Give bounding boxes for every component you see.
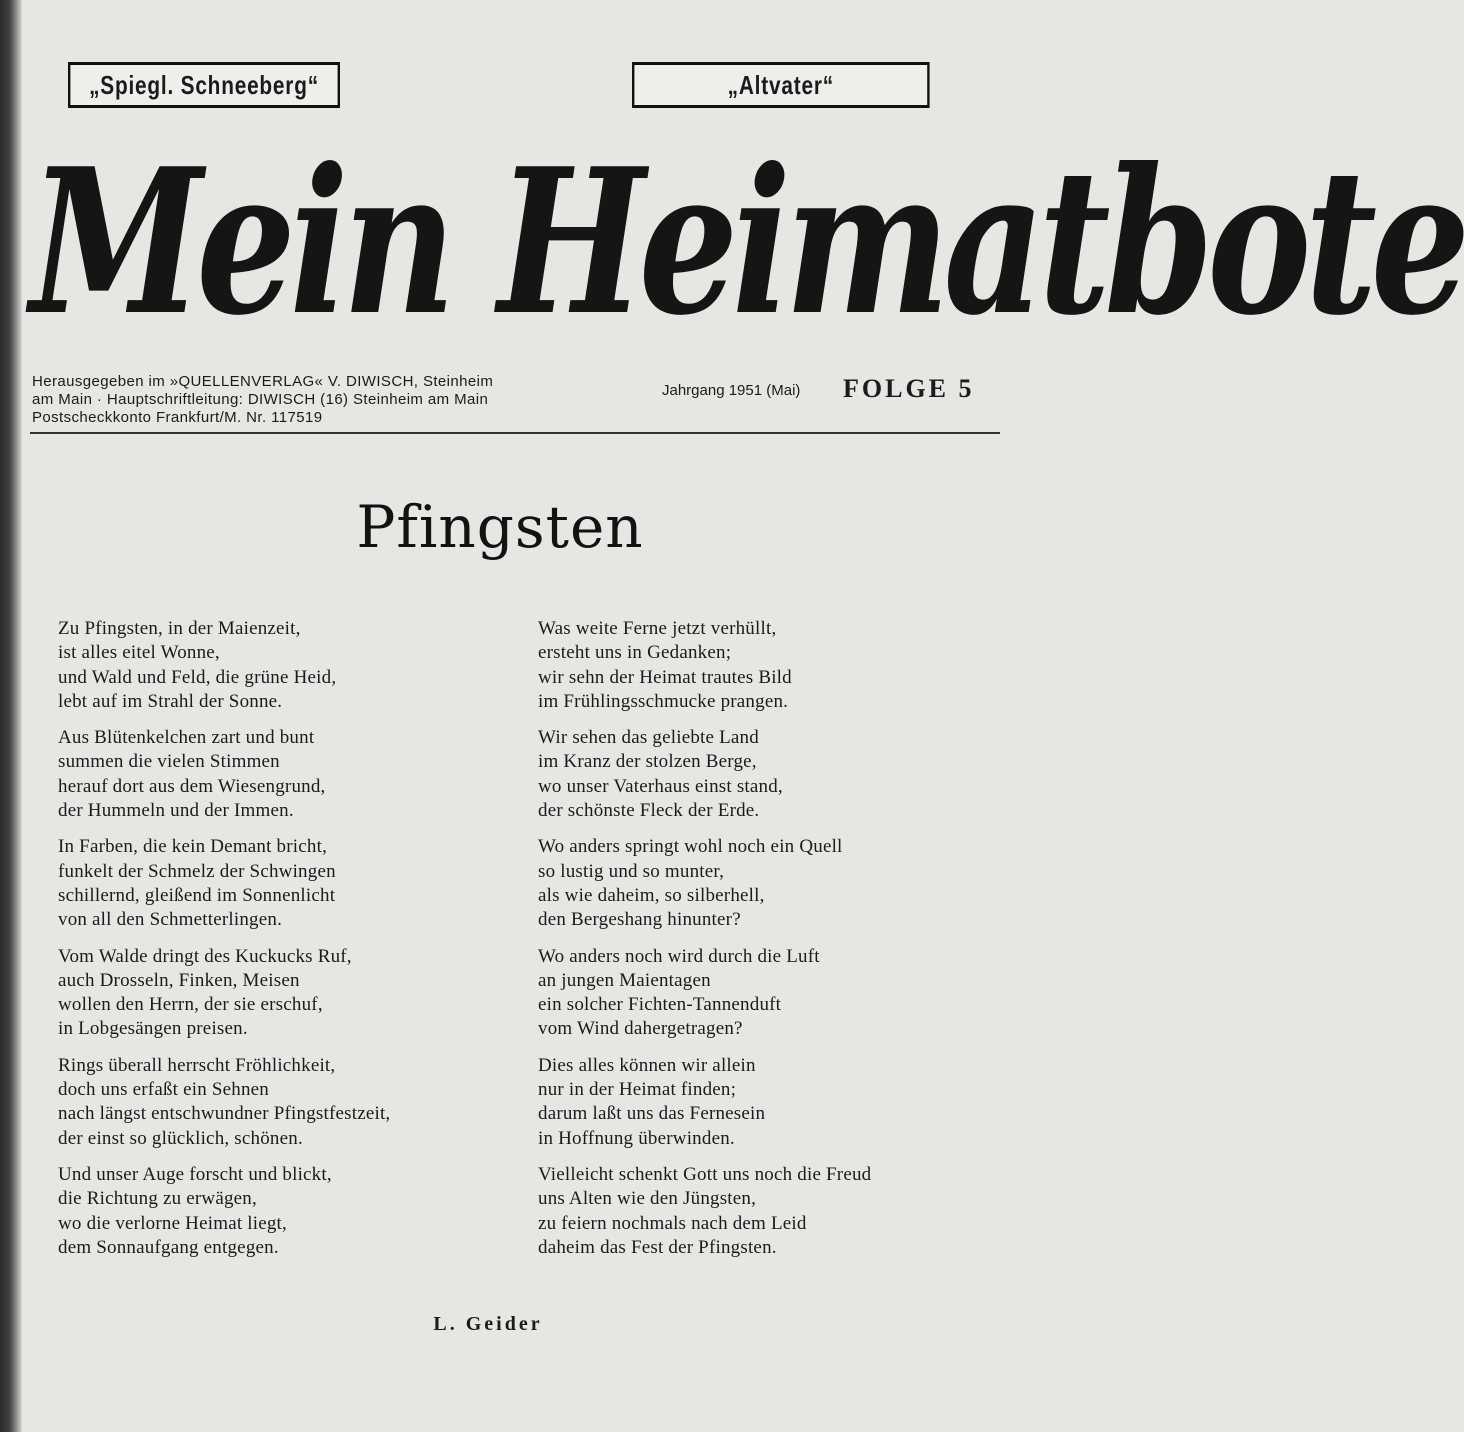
poem-line: der schönste Fleck der Erde.: [538, 800, 760, 822]
poem-line: die Richtung zu erwägen,: [58, 1188, 257, 1210]
issue-number: FOLGE 5: [843, 374, 975, 403]
poem-line: zu feiern nochmals nach dem Leid: [538, 1212, 807, 1234]
edition-label-left-text: „Spiegl. Schneeberg“: [89, 69, 319, 100]
poem-line: dem Sonnaufgang entgegen.: [58, 1236, 279, 1258]
stanza: [538, 1054, 978, 1151]
page-binding-edge: [0, 0, 22, 1432]
issue-date: Jahrgang 1951 (Mai): [662, 382, 801, 399]
poem-line: wollen den Herrn, der sie erschuf,: [58, 994, 323, 1016]
stanza: [538, 1163, 978, 1260]
poem-line: uns Alten wie den Jüngsten,: [538, 1188, 757, 1210]
poem-line: im Kranz der stolzen Berge,: [538, 751, 757, 773]
poem-line: Vielleicht schenkt Gott uns noch die Freud: [538, 1163, 872, 1185]
poem-line: Wo anders springt wohl noch ein Quell: [538, 836, 843, 858]
stanza: [58, 945, 498, 1042]
stanza: [58, 617, 498, 714]
poem-line: Wir sehen das geliebte Land: [538, 727, 759, 749]
poem-line: herauf dort aus dem Wiesengrund,: [58, 775, 326, 797]
stanza: [58, 1054, 498, 1151]
poem-line: auch Drosseln, Finken, Meisen: [58, 969, 300, 991]
stanza: [58, 726, 498, 823]
edition-label-right: [632, 62, 930, 108]
edition-label-right-text: „Altvater“: [727, 69, 834, 100]
publisher-line: am Main · Hauptschriftleitung: DIWISCH (16) Steinheim am Main: [32, 391, 489, 408]
poem-title: Pfingsten: [356, 493, 644, 561]
edition-label-left: [68, 62, 340, 108]
poem-line: ein solcher Fichten-Tannenduft: [538, 994, 782, 1016]
poem-line: Zu Pfingsten, in der Maienzeit,: [58, 618, 301, 639]
poem-line: von all den Schmetterlingen.: [58, 909, 283, 931]
stanza: [58, 1163, 498, 1260]
poem-line: summen die vielen Stimmen: [58, 751, 280, 773]
poem-line: doch uns erfaßt ein Sehnen: [58, 1079, 269, 1101]
poem-line: darum laßt uns das Fernesein: [538, 1103, 766, 1125]
stanza: [538, 835, 978, 932]
poem-line: wir sehn der Heimat trautes Bild: [538, 666, 792, 688]
poem-line: in Lobgesängen preisen.: [58, 1018, 248, 1040]
poem-line: Rings überall herrscht Fröhlichkeit,: [58, 1054, 336, 1076]
poem-line: schillernd, gleißend im Sonnenlicht: [58, 884, 336, 906]
poem-line: In Farben, die kein Demant bricht,: [58, 836, 328, 858]
poem-line: Aus Blütenkelchen zart und bunt: [58, 727, 315, 749]
stanza: [538, 617, 978, 714]
publisher-line: Postscheckkonto Frankfurt/M. Nr. 117519: [32, 409, 323, 426]
poem-line: Was weite Ferne jetzt verhüllt,: [538, 618, 777, 639]
header-divider: [30, 432, 1000, 434]
poem-line: ist alles eitel Wonne,: [58, 642, 220, 664]
poem-line: der Hummeln und der Immen.: [58, 800, 294, 822]
poem-line: nur in der Heimat finden;: [538, 1079, 737, 1101]
poem-line: daheim das Fest der Pfingsten.: [538, 1236, 777, 1258]
poem-line: Vom Walde dringt des Kuckucks Ruf,: [58, 945, 352, 967]
publisher-info: [32, 373, 592, 427]
publisher-line: Herausgegeben im »QUELLENVERLAG« V. DIWISCH, Steinheim: [32, 373, 494, 390]
poem-line: wo die verlorne Heimat liegt,: [58, 1212, 287, 1234]
poem-line: der einst so glücklich, schönen.: [58, 1127, 303, 1149]
poem-line: den Bergeshang hinunter?: [538, 909, 741, 931]
poem-line: in Hoffnung überwinden.: [538, 1127, 735, 1149]
poem-line: im Frühlingsschmucke prangen.: [538, 690, 789, 712]
stanza: [538, 945, 978, 1042]
poem-line: an jungen Maientagen: [538, 969, 711, 991]
poem-line: nach längst entschwundner Pfingstfestzeit,: [58, 1103, 391, 1125]
poem-line: so lustig und so munter,: [538, 860, 725, 882]
poem-column-right: [538, 617, 978, 1272]
poem-author: L. Geider: [433, 1313, 543, 1335]
poem-line: ersteht uns in Gedanken;: [538, 642, 732, 664]
poem-line: vom Wind dahergetragen?: [538, 1018, 743, 1040]
stanza: [538, 726, 978, 823]
poem-line: Dies alles können wir allein: [538, 1054, 756, 1076]
poem-line: als wie daheim, so silberhell,: [538, 884, 765, 906]
poem-column-left: [58, 617, 498, 1272]
stanza: [58, 835, 498, 932]
poem-line: Und unser Auge forscht und blickt,: [58, 1163, 332, 1185]
poem-line: und Wald und Feld, die grüne Heid,: [58, 666, 337, 688]
masthead-title: Mein Heimatbote: [30, 125, 1464, 360]
poem-line: lebt auf im Strahl der Sonne.: [58, 690, 283, 712]
masthead: [30, 118, 1464, 368]
poem-line: funkelt der Schmelz der Schwingen: [58, 860, 336, 882]
poem-line: wo unser Vaterhaus einst stand,: [538, 775, 783, 797]
poem-line: Wo anders noch wird durch die Luft: [538, 945, 820, 967]
